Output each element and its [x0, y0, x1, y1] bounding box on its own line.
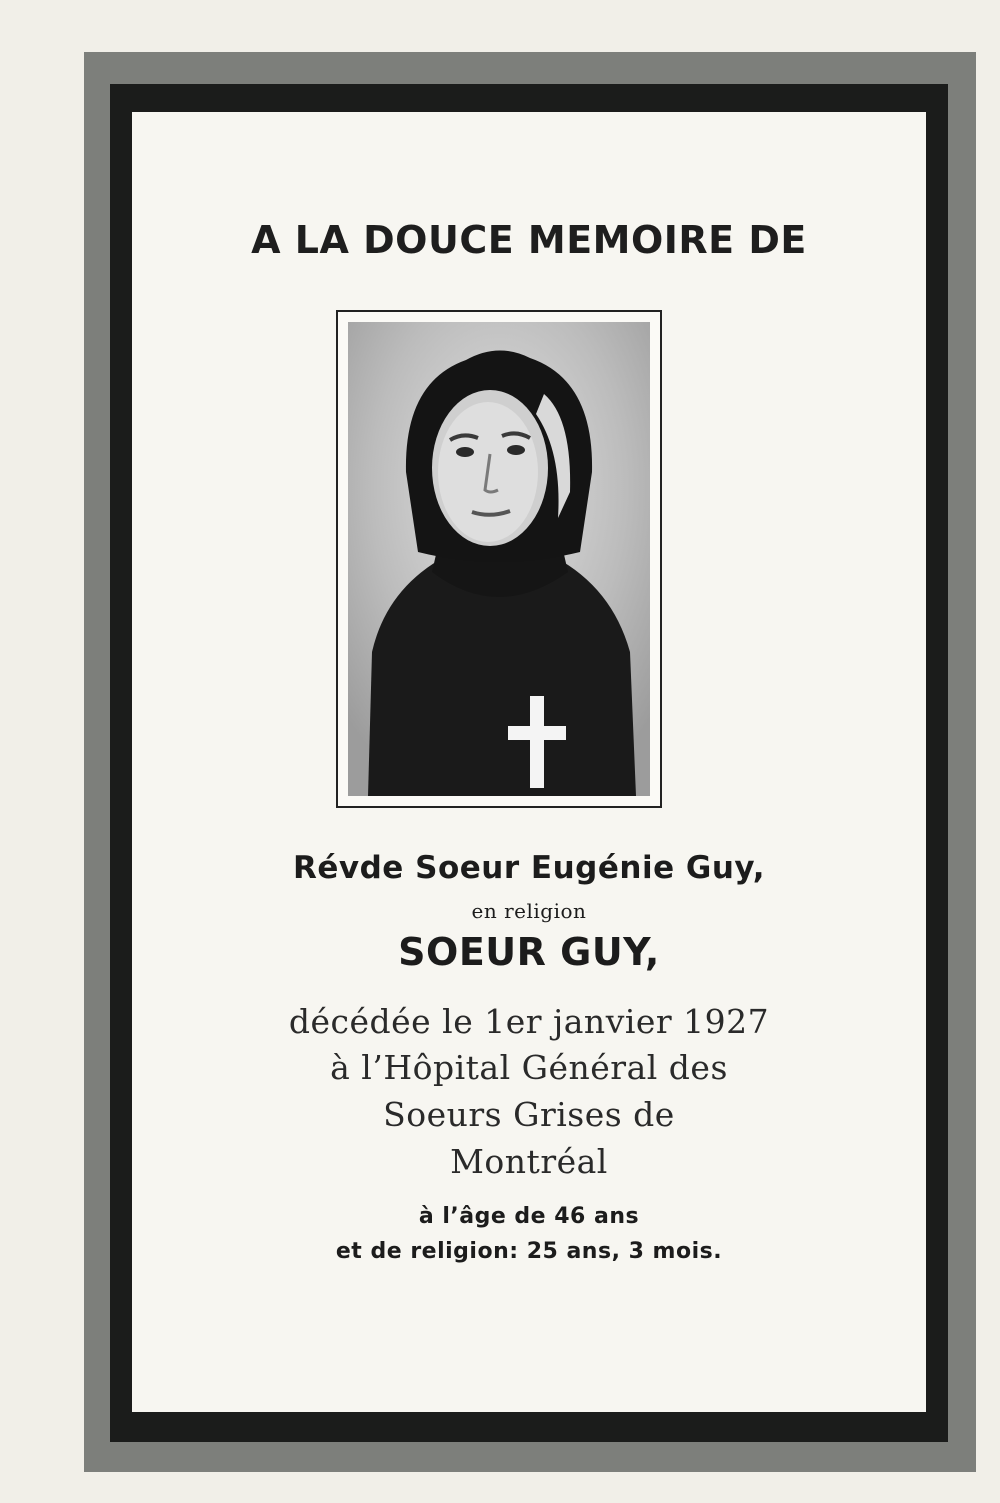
religion-years-line: et de religion: 25 ans, 3 mois.	[335, 1239, 723, 1264]
card-panel	[132, 112, 926, 1412]
religious-name: SOEUR GUY,	[398, 930, 660, 974]
memorial-heading: A LA DOUCE MEMOIRE DE	[251, 218, 807, 262]
death-line-date: décédée le 1er janvier 1927	[288, 1002, 770, 1041]
death-line-city: Montréal	[450, 1142, 608, 1181]
age-line: à l’âge de 46 ans	[418, 1204, 640, 1229]
nun-portrait-image	[348, 322, 650, 796]
death-line-place-2: Soeurs Grises de	[383, 1095, 675, 1134]
religion-label: en religion	[471, 899, 587, 923]
portrait-photo	[348, 322, 650, 796]
portrait-frame	[336, 310, 662, 808]
deceased-name: Révde Soeur Eugénie Guy,	[293, 850, 765, 886]
death-line-place-1: à l’Hôpital Général des	[330, 1048, 728, 1087]
